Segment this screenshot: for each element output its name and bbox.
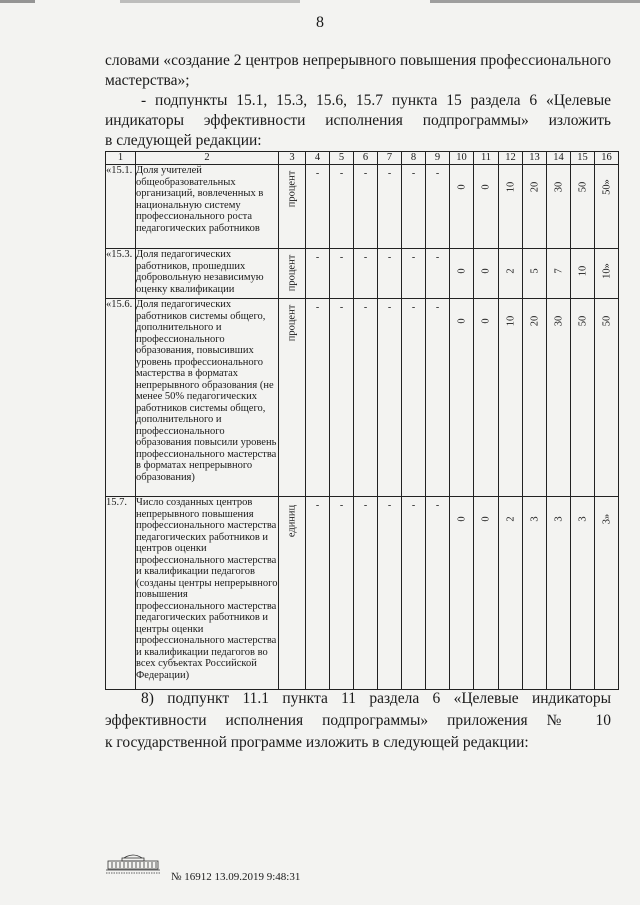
value-number: 0 (480, 268, 492, 274)
value-number: 5 (528, 268, 540, 274)
value-number: 0 (480, 516, 492, 522)
value-cell (595, 299, 619, 497)
value-dash: - (363, 302, 368, 313)
value-dash: - (387, 252, 392, 263)
value-dash: - (411, 252, 416, 263)
outro-line-3: к государственной программе изложить в следующей редакции: (105, 734, 529, 751)
value-dash: - (339, 168, 344, 179)
value-dash: - (411, 302, 416, 313)
value-number: 50 (600, 315, 612, 327)
value-cell (402, 497, 426, 690)
value-number: 10» (600, 263, 612, 279)
value-dash: - (435, 302, 440, 313)
value-cell (330, 165, 354, 249)
value-cell (306, 497, 330, 690)
value-number: 50 (576, 181, 588, 193)
value-number: 50 (576, 315, 588, 327)
value-dash: - (363, 252, 368, 263)
outro-line-2: эффективности исполнения подпрограммы» приложения № 10 (105, 712, 611, 729)
value-number: 10 (576, 265, 588, 277)
table-row (106, 165, 619, 249)
value-cell (499, 299, 523, 497)
value-cell (499, 165, 523, 249)
column-header-15: 15 (571, 152, 595, 165)
value-dash: - (315, 168, 320, 179)
value-cell (354, 165, 378, 249)
value-number: 0 (480, 318, 492, 324)
value-dash: - (339, 302, 344, 313)
indicator-description: Доля учителей общеобразовательных организаций, вовлеченных в национальную систему профессионального роста педагогических работников (136, 165, 279, 249)
value-cell (547, 497, 571, 690)
indicator-description: Число созданных центров непрерывного повышения профессионального мастерства педагогических работников и центров оценки профессионального мастерства и квалификации педагогов (созданы центры непрерывного повышения профессионального мастерства педагогических работников и центры оценки профессионального мастерства и квалификации педагогов во всех субъектах Российской Федерации) (136, 497, 279, 690)
value-cell (354, 249, 378, 299)
table-row (106, 299, 619, 497)
value-cell (402, 165, 426, 249)
value-cell (523, 299, 547, 497)
column-header-12: 12 (499, 152, 523, 165)
value-number: 7 (552, 268, 564, 274)
outro-line-1: 8) подпункт 11.1 пункта 11 раздела 6 «Целевые индикаторы (141, 690, 611, 707)
value-cell (474, 497, 499, 690)
column-header-1: 1 (106, 152, 136, 165)
value-cell (378, 249, 402, 299)
value-cell (306, 299, 330, 497)
scan-top-edge (0, 0, 640, 3)
value-number: 0 (455, 318, 467, 324)
value-cell (595, 497, 619, 690)
value-cell (378, 497, 402, 690)
value-number: 10 (504, 181, 516, 193)
value-cell (450, 299, 474, 497)
value-cell (378, 299, 402, 497)
value-cell (354, 497, 378, 690)
value-number: 3 (552, 516, 564, 522)
value-cell (474, 165, 499, 249)
column-header-8: 8 (402, 152, 426, 165)
value-cell (426, 249, 450, 299)
intro-line-4: индикаторы эффективности исполнения подпрограммы» изложить (105, 112, 611, 129)
value-dash: - (411, 500, 416, 511)
row-number: «15.3. (106, 249, 136, 299)
unit-label: единиц (286, 504, 298, 538)
unit-cell (279, 165, 306, 249)
value-cell (571, 165, 595, 249)
table-header-row (106, 152, 619, 165)
value-cell (450, 249, 474, 299)
column-header-13: 13 (523, 152, 547, 165)
value-cell (474, 249, 499, 299)
value-cell (450, 165, 474, 249)
value-dash: - (435, 252, 440, 263)
value-cell (474, 299, 499, 497)
value-dash: - (315, 252, 320, 263)
value-number: 30 (552, 315, 564, 327)
column-header-2: 2 (136, 152, 279, 165)
row-number: 15.7. (106, 497, 136, 690)
value-number: 20 (528, 315, 540, 327)
value-cell (547, 165, 571, 249)
value-cell (499, 249, 523, 299)
column-header-4: 4 (306, 152, 330, 165)
value-cell (330, 299, 354, 497)
value-cell (523, 497, 547, 690)
value-cell (523, 165, 547, 249)
intro-line-3: - подпункты 15.1, 15.3, 15.6, 15.7 пункта 15 раздела 6 «Целевые (141, 92, 611, 109)
indicator-description: Доля педагогических работников, прошедших добровольную независимую оценку квалификации (136, 249, 279, 299)
value-dash: - (315, 302, 320, 313)
value-cell (595, 249, 619, 299)
column-header-10: 10 (450, 152, 474, 165)
column-header-11: 11 (474, 152, 499, 165)
table-row (106, 497, 619, 690)
value-number: 3 (576, 516, 588, 522)
intro-line-1: словами «создание 2 центров непрерывного повышения профессионального (105, 52, 611, 69)
value-number: 10 (504, 315, 516, 327)
indicators-table (105, 151, 619, 690)
value-dash: - (411, 168, 416, 179)
value-number: 50» (600, 179, 612, 195)
value-number: 3» (600, 513, 612, 525)
column-header-14: 14 (547, 152, 571, 165)
value-cell (330, 249, 354, 299)
intro-line-5: в следующей редакции: (105, 132, 262, 149)
value-number: 20 (528, 181, 540, 193)
value-dash: - (339, 252, 344, 263)
unit-cell (279, 249, 306, 299)
column-header-3: 3 (279, 152, 306, 165)
value-cell (306, 165, 330, 249)
value-dash: - (363, 500, 368, 511)
value-cell (547, 299, 571, 497)
value-cell (571, 299, 595, 497)
value-number: 0 (455, 268, 467, 274)
indicator-description: Доля педагогических работников системы общего, дополнительного и профессионального образования, повысивших уровень профессионального мастерства в форматах непрерывного образования (не менее 50% педагогических работников системы общего, дополнительного и профессионального образования повысили уровень профессионального мастерства в форматах непрерывного образования) (136, 299, 279, 497)
value-cell (354, 299, 378, 497)
value-dash: - (387, 500, 392, 511)
value-dash: - (363, 168, 368, 179)
value-number: 2 (504, 268, 516, 274)
unit-cell (279, 299, 306, 497)
value-number: 0 (455, 516, 467, 522)
column-header-9: 9 (426, 152, 450, 165)
column-header-7: 7 (378, 152, 402, 165)
unit-label: процент (286, 254, 298, 292)
value-number: 0 (480, 184, 492, 190)
value-cell (426, 299, 450, 497)
row-number: «15.1. (106, 165, 136, 249)
unit-cell (279, 497, 306, 690)
value-cell (450, 497, 474, 690)
value-cell (378, 165, 402, 249)
value-cell (571, 249, 595, 299)
value-dash: - (435, 168, 440, 179)
value-cell (571, 497, 595, 690)
page-number: 8 (316, 14, 324, 31)
value-dash: - (339, 500, 344, 511)
column-header-5: 5 (330, 152, 354, 165)
value-number: 3 (528, 516, 540, 522)
value-dash: - (387, 302, 392, 313)
value-dash: - (387, 168, 392, 179)
intro-line-2: мастерства»; (105, 72, 190, 89)
unit-label: процент (286, 304, 298, 342)
table-row (106, 249, 619, 299)
value-cell (547, 249, 571, 299)
value-cell (426, 165, 450, 249)
value-dash: - (435, 500, 440, 511)
column-header-16: 16 (595, 152, 619, 165)
building-seal-icon (104, 851, 162, 875)
value-cell (499, 497, 523, 690)
value-number: 0 (455, 184, 467, 190)
column-header-6: 6 (354, 152, 378, 165)
value-number: 30 (552, 181, 564, 193)
row-number: «15.6. (106, 299, 136, 497)
value-dash: - (315, 500, 320, 511)
value-number: 2 (504, 516, 516, 522)
value-cell (426, 497, 450, 690)
value-cell (306, 249, 330, 299)
document-stamp-text: № 16912 13.09.2019 9:48:31 (171, 871, 301, 883)
value-cell (402, 249, 426, 299)
value-cell (402, 299, 426, 497)
value-cell (595, 165, 619, 249)
value-cell (330, 497, 354, 690)
value-cell (523, 249, 547, 299)
unit-label: процент (286, 170, 298, 208)
